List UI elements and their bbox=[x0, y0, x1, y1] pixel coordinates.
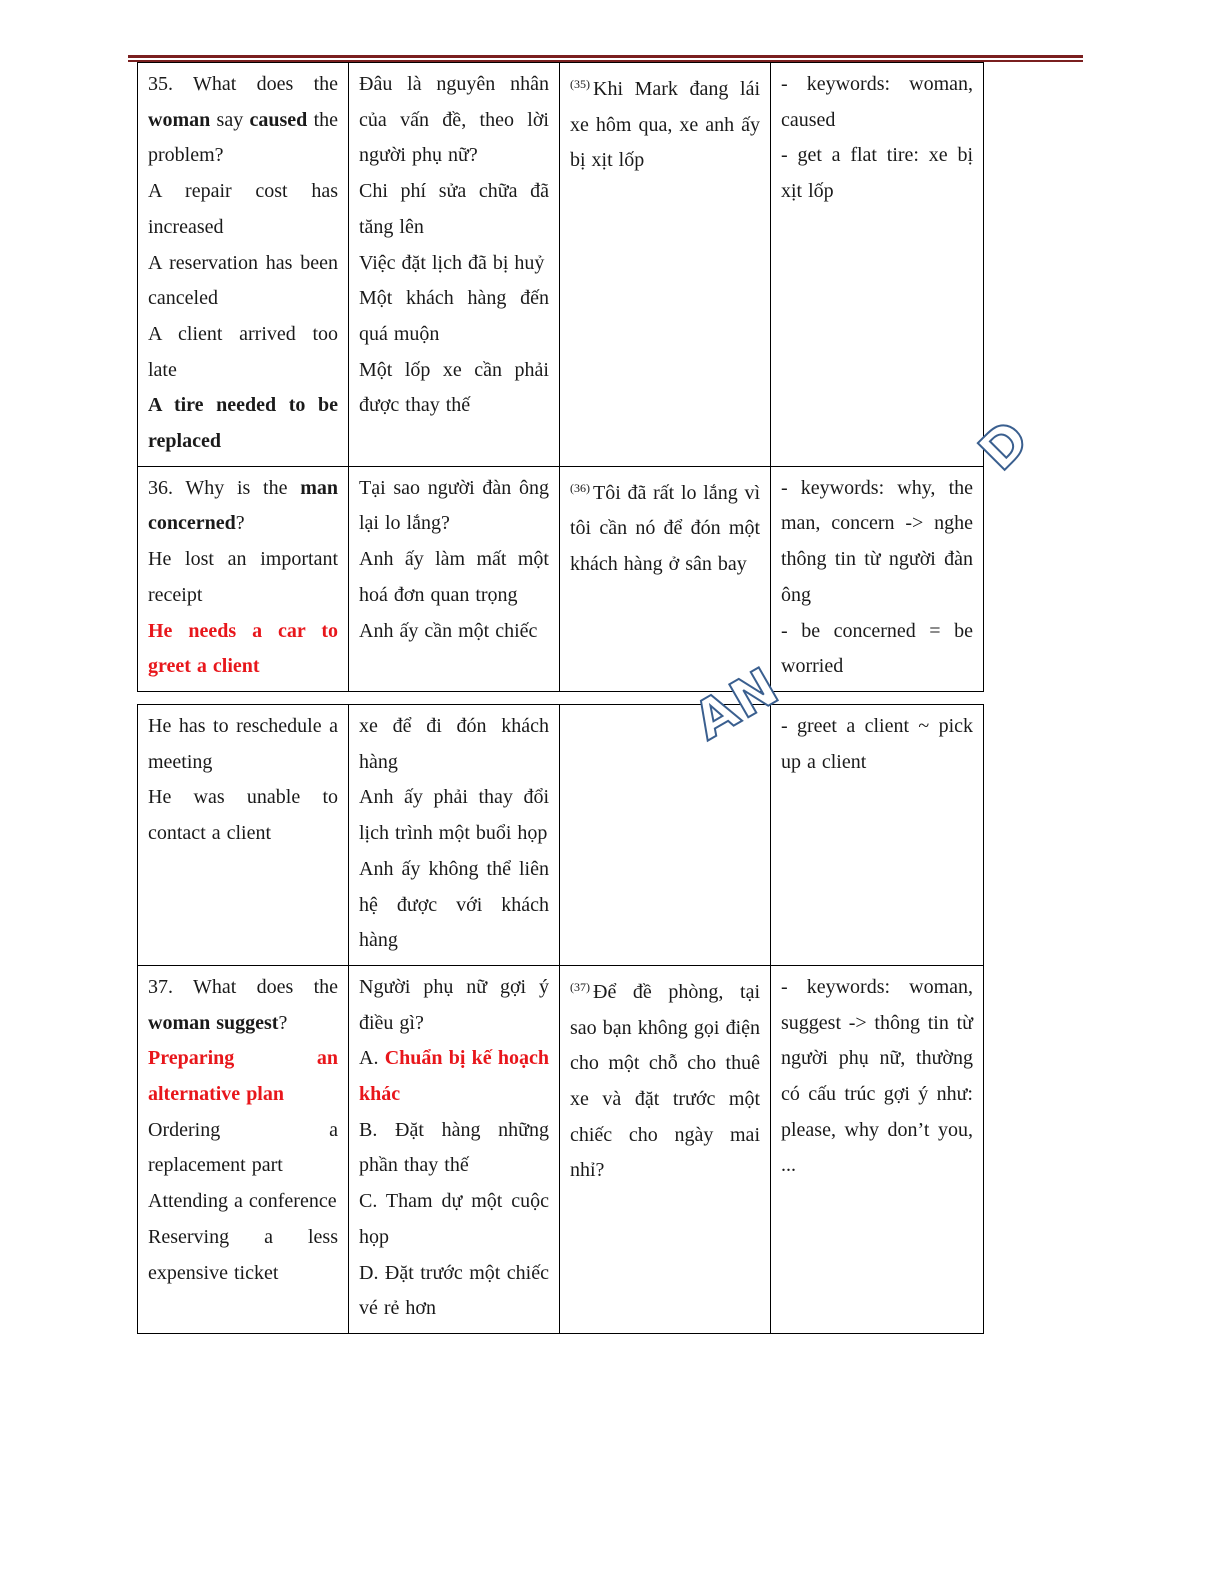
q37-vi-option-b: B. Đặt hàng những phần thay thế bbox=[359, 1118, 549, 1177]
q37-option-a-answer: Preparing an alternative plan bbox=[148, 1047, 338, 1106]
q36-vi-option-b-end: xe để đi đón khách hàng bbox=[359, 715, 549, 773]
q36-notes-cell-continued bbox=[771, 705, 984, 966]
q37-question: 37. What does the woman suggest? bbox=[148, 975, 339, 1034]
q37-script-cell bbox=[560, 965, 771, 1333]
q36-option-c: He has to reschedule a meeting bbox=[148, 715, 338, 773]
q35-note-keywords: - keywords: woman, caused bbox=[781, 73, 973, 131]
q37-vietnamese-cell bbox=[349, 965, 560, 1333]
q35-english-cell bbox=[138, 63, 349, 467]
q36-vi-option-d: Anh ấy không thể liên hệ được với khách hàng bbox=[359, 857, 549, 952]
table-row-q36 bbox=[138, 466, 984, 691]
vocab-table-part-1 bbox=[137, 62, 984, 692]
q36-option-b-answer: He needs a car to greet a client bbox=[148, 619, 338, 678]
vocab-table-part-2 bbox=[137, 704, 984, 1334]
q35-vi-option-a: Chi phí sửa chữa đã tăng lên bbox=[359, 180, 549, 238]
q35-vi-option-b: Việc đặt lịch đã bị huỷ bbox=[359, 251, 545, 274]
q37-vi-option-d: D. Đặt trước một chiếc vé rẻ hơn bbox=[359, 1261, 549, 1320]
q36-option-a: He lost an important receipt bbox=[148, 548, 338, 606]
q36-number: 36. bbox=[148, 476, 173, 499]
q36-script-cell bbox=[560, 466, 771, 691]
q37-option-c: Attending a conference bbox=[148, 1190, 337, 1213]
q35-option-c: A client arrived too late bbox=[148, 322, 338, 381]
q36-note-greet: - greet a client ~ pick up a client bbox=[781, 715, 973, 773]
q36-script-cell-continued bbox=[560, 705, 771, 966]
q35-script-cell bbox=[560, 63, 771, 467]
q36-vi-option-b-start: Anh ấy cần một chiếc bbox=[359, 619, 538, 642]
q36-english-cell bbox=[138, 466, 349, 691]
q36-english-cell-continued bbox=[138, 705, 349, 966]
q36-vietnamese-cell bbox=[349, 466, 560, 691]
q35-option-d-answer: A tire needed to be replaced bbox=[148, 394, 338, 453]
q35-script: $^{(35)}$ Khi Mark đang lái xe hôm qua, xe anh ấy bị xịt lốp bbox=[570, 77, 760, 172]
table-row-q35 bbox=[138, 63, 984, 467]
q36-vi-option-a: Anh ấy làm mất một hoá đơn quan trọng bbox=[359, 548, 549, 606]
q36-note-keywords: - keywords: why, the man, concern -> nghe thông tin từ người đàn ông bbox=[781, 476, 973, 606]
table-row-q37 bbox=[138, 965, 984, 1333]
q37-vi-option-a: A. Chuẩn bị kế hoạch khác bbox=[359, 1047, 549, 1106]
q35-note-vocab: - get a flat tire: xe bị xịt lốp bbox=[781, 144, 973, 203]
q36-vi-question: Tại sao người đàn ông lại lo lắng? bbox=[359, 476, 549, 535]
q37-vi-option-c: C. Tham dự một cuộc họp bbox=[359, 1190, 549, 1248]
q35-notes-cell bbox=[771, 63, 984, 467]
q35-question: 35. What does the woman say caused the problem? bbox=[148, 73, 339, 167]
q37-note-keywords: - keywords: woman, suggest -> thông tin từ người phụ nữ, thường có cấu trúc gợi ý như: please, why don’t you, ... bbox=[781, 975, 973, 1177]
q36-notes-cell bbox=[771, 466, 984, 691]
q35-vi-question: Đâu là nguyên nhân của vấn đề, theo lời người phụ nữ? bbox=[359, 73, 549, 167]
watermark-text: D bbox=[968, 408, 1043, 483]
header-rule bbox=[128, 55, 1083, 58]
q35-number: 35. bbox=[148, 73, 173, 95]
q36-vi-option-c: Anh ấy phải thay đổi lịch trình một buổi họp bbox=[359, 786, 549, 845]
q37-option-d: Reserving a less expensive ticket bbox=[148, 1225, 338, 1284]
q36-script-ref: (36) bbox=[570, 480, 590, 495]
q35-vi-option-c: Một khách hàng đến quá muộn bbox=[359, 287, 549, 345]
q36-script: $^{(36)}$ Tôi đã rất lo lắng vì tôi cần nó để đón một khách hàng ở sân bay bbox=[570, 480, 760, 576]
q37-vi-question: Người phụ nữ gợi ý điều gì? bbox=[359, 975, 549, 1034]
q37-english-cell bbox=[138, 965, 349, 1333]
q36-note-concerned: - be concerned = be worried bbox=[781, 619, 973, 678]
q37-option-b: Ordering a replacement part bbox=[148, 1118, 338, 1177]
q35-script-ref: (35) bbox=[570, 77, 590, 91]
q36-question: 36. Why is the man concerned? bbox=[148, 476, 339, 535]
q36-vietnamese-cell-continued bbox=[349, 705, 560, 966]
q37-script: $^{(37)}$ Để đề phòng, tại sao bạn không gọi điện cho một chỗ cho thuê xe và đặt trước một chiếc cho ngày mai nhỉ? bbox=[570, 979, 760, 1182]
q35-option-a: A repair cost has increased bbox=[148, 180, 338, 238]
q37-number: 37. bbox=[148, 975, 173, 998]
q37-script-ref: (37) bbox=[570, 979, 590, 994]
watermark-text-middle: AN bbox=[684, 656, 791, 752]
table-row-q36-continued bbox=[138, 705, 984, 966]
q35-vi-option-d: Một lốp xe cần phải được thay thế bbox=[359, 358, 549, 417]
q37-notes-cell bbox=[771, 965, 984, 1333]
q35-option-b: A reservation has been canceled bbox=[148, 251, 338, 310]
q36-option-d: He was unable to contact a client bbox=[148, 786, 338, 845]
q35-vietnamese-cell bbox=[349, 63, 560, 467]
